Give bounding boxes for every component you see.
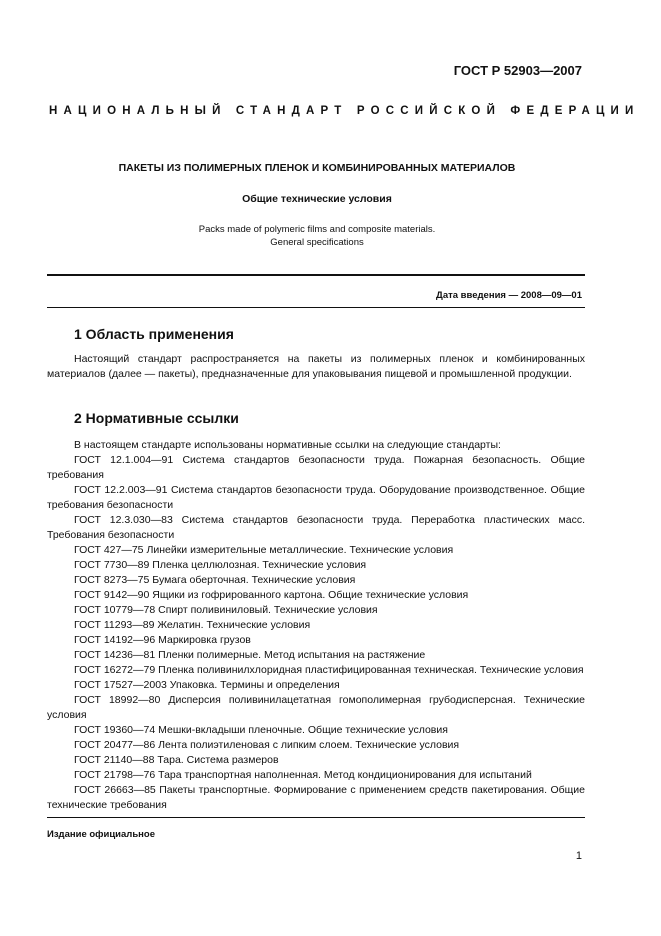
page-number: 1 — [575, 850, 582, 862]
reference-item: ГОСТ 8273—75 Бумага оберточная. Технические условия — [74, 574, 356, 586]
reference-item: ГОСТ 18992—80 Дисперсия поливинилацетатная гомополимерная грубодисперсная. Технические условия — [47, 694, 585, 721]
reference-item: ГОСТ 21798—76 Тара транспортная наполненная. Метод кондиционирования для испытаний — [74, 769, 532, 781]
reference-item: ГОСТ 14192—96 Маркировка грузов — [74, 634, 251, 646]
document-code: ГОСТ Р 52903—2007 — [453, 63, 582, 78]
reference-item: ГОСТ 26663—85 Пакеты транспортные. Формирование с применением средств пакетирования. Общие технические требования — [47, 784, 585, 811]
reference-item: ГОСТ 21140—88 Тара. Система размеров — [74, 754, 279, 766]
reference-item: ГОСТ 12.2.003—91 Система стандартов безопасности труда. Оборудование производственное. Общие требования безопасности — [47, 484, 585, 511]
reference-item: ГОСТ 17527—2003 Упаковка. Термины и определения — [74, 679, 340, 691]
document-subtitle: Общие технические условия — [242, 193, 392, 205]
title-divider — [47, 274, 585, 276]
reference-item: ГОСТ 9142—90 Ящики из гофрированного картона. Общие технические условия — [74, 589, 469, 601]
document-title: ПАКЕТЫ ИЗ ПОЛИМЕРНЫХ ПЛЕНОК И КОМБИНИРОВАННЫХ МАТЕРИАЛОВ — [118, 162, 516, 174]
english-title-line-1: Packs made of polymeric films and composite materials. — [198, 224, 436, 235]
section-heading-scope: 1 Область применения — [74, 326, 234, 342]
reference-item: ГОСТ 20477—86 Лента полиэтиленовая с липким слоем. Технические условия — [74, 739, 460, 751]
reference-item: ГОСТ 10779—78 Спирт поливиниловый. Технические условия — [74, 604, 378, 616]
reference-item: ГОСТ 11293—89 Желатин. Технические условия — [74, 619, 311, 631]
references-list — [47, 453, 585, 813]
section-heading-references: 2 Нормативные ссылки — [74, 410, 239, 426]
english-title-line-2: General specifications — [270, 237, 364, 248]
reference-item: ГОСТ 16272—79 Пленка поливинилхлоридная пластифицированная техническая. Технические условия — [74, 664, 584, 676]
introduction-date: Дата введения — 2008—09—01 — [436, 290, 582, 301]
reference-item: ГОСТ 19360—74 Мешки-вкладыши пленочные. Общие технические условия — [74, 724, 448, 736]
reference-item: ГОСТ 14236—81 Пленки полимерные. Метод испытания на растяжение — [74, 649, 426, 661]
date-divider — [47, 307, 585, 308]
footer-divider — [47, 817, 585, 818]
national-standard-banner: НАЦИОНАЛЬНЫЙ СТАНДАРТ РОССИЙСКОЙ ФЕДЕРАЦИИ — [49, 105, 640, 117]
edition-label: Издание официальное — [47, 829, 155, 840]
reference-item: ГОСТ 7730—89 Пленка целлюлозная. Технические условия — [74, 559, 367, 571]
section-text-scope: Настоящий стандарт распространяется на пакеты из полимерных пленок и комбинированных материалов (далее — пакеты), предназначенные для упаковывания пищевой и промышленной продукции. — [47, 353, 585, 380]
reference-item: ГОСТ 12.3.030—83 Система стандартов безопасности труда. Переработка пластических масс. Требования безопасности — [47, 514, 585, 541]
reference-item: ГОСТ 427—75 Линейки измерительные металлические. Технические условия — [74, 544, 454, 556]
references-intro: В настоящем стандарте использованы нормативные ссылки на следующие стандарты: — [74, 439, 501, 451]
reference-item: ГОСТ 12.1.004—91 Система стандартов безопасности труда. Пожарная безопасность. Общие требования — [47, 454, 585, 481]
